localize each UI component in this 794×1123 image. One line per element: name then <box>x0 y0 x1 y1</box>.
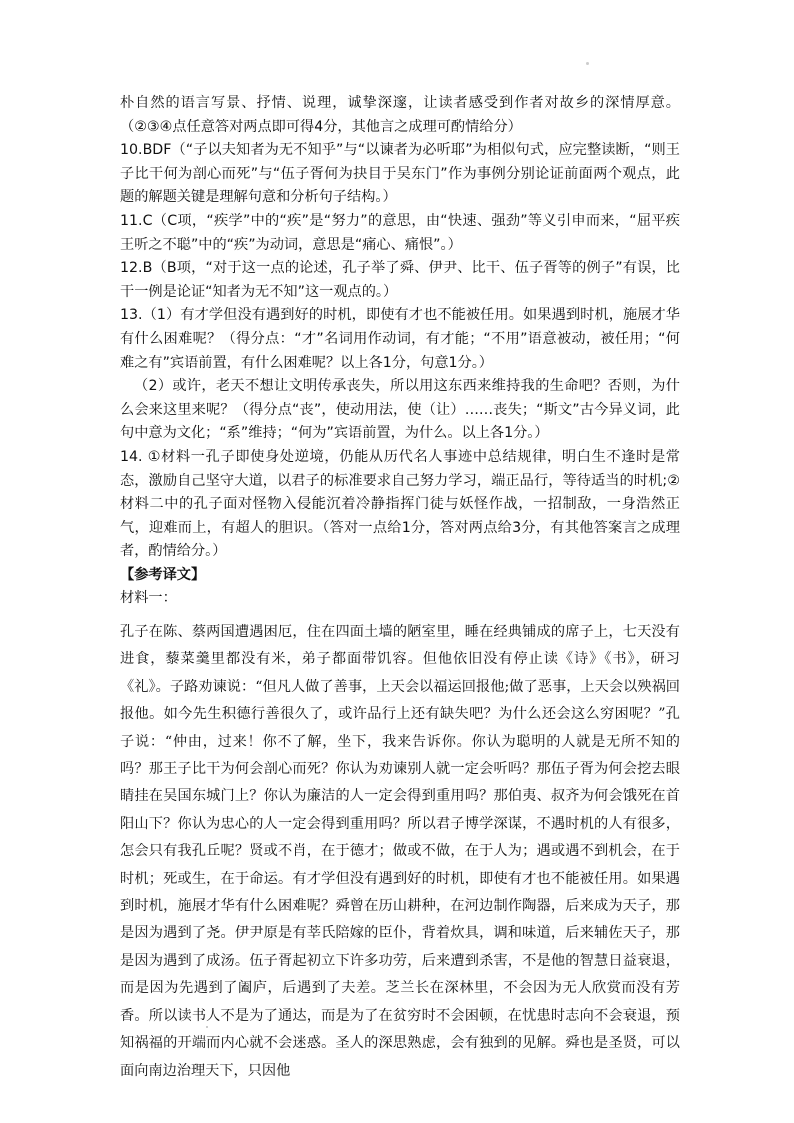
answer-section <box>120 92 680 611</box>
answer-paragraph: 10.BDF（“子以夫知者为无不知乎”与“以谏者为必听耶”为相似句式，应完整读断，“则王子比干何为剖心而死”与“伍子胥何为抉目于吴东门”作为事例分别论证前面两个观点，此题的解题关键是理解句意和分析句子结构。） <box>120 142 680 206</box>
translation-paragraph: 孔子在陈、蔡两国遭遇困厄，住在四面土墙的陋室里，睡在经典铺成的席子上，七天没有进食，藜菜羹里都没有米，弟子都面带饥容。但他依旧没有停止读《诗》《书》，研习《礼》。子路劝谏说：“但凡人做了善事，上天会以福运回报他;做了恶事，上天会以殃祸回报他。如今先生积德行善很久了，或许品行上还有缺失吧？为什么还会这么穷困呢？”孔子说：“仲由，过来！你不了解，坐下，我来告诉你。你认为聪明的人就是无所不知的吗？那王子比干为何会剖心而死？你认为劝谏别人就一定会听吗？那伍子胥为何会挖去眼睛挂在吴国东城门上？你认为廉洁的人一定会得到重用吗？那伯夷、叔齐为何会饿死在首阳山下？你认为忠心的人一定会得到重用吗？所以君子博学深谋，不遇时机的人有很多，怎会只有我孔丘呢？贤或不肖，在于德才；做或不做，在于人为；遇或遇不到机会，在于时机；死或生，在于命运。有才学但没有遇到好的时机，即使有才也不能被任用。如果遇到时机，施展才华有什么困难呢？舜曾在历山耕种，在河边制作陶器，后来成为天子，那是因为遇到了尧。伊尹原是有莘氏陪嫁的臣仆，背着炊具，调和味道，后来辅佐天子，那是因为遇到了成汤。伍子胥起初立下许多功劳，后来遭到杀害，不是他的智慧日益衰退，而是因为先遇到了阖庐，后遇到了夫差。芝兰长在深林里，不会因为无人欣赏而没有芳香。所以读书人不是为了通达，而是为了在贫穷时不会困顿，在忧患时志向不会衰退，预知祸福的开端而内心就不会迷惑。圣人的深思熟虑，会有独到的见解。舜也是圣贤，可以面向南边治理天下，只因他 <box>120 624 680 1079</box>
answer-paragraph: （2）或许，老天不想让文明传承丧失，所以用这东西来维持我的生命吧？否则，为什么会来这里来呢？（得分点“丧”，使动用法，使（让）……丧失；“斯文”古今异义词，此句中意为文化；“系”维持；“何为”宾语前置，为什么。以上各1分。） <box>120 378 680 442</box>
answer-paragraph: 14. ①材料一孔子即使身处逆境，仍能从历代名人事迹中总结规律，明白生不逢时是常态，激励自己坚守大道，以君子的标准要求自己努力学习，端正品行，等待适当的时机;②材料二中的孔子面对怪物入侵能沉着冷静指挥门徒与妖怪作战，一招制敌，一身浩然正气，迎难而上，有超人的胆识。（答对一点给1分，答对两点给3分，有其他答案言之成理者，酌情给分。） <box>120 448 680 560</box>
answer-paragraph: 13.（1）有才学但没有遇到好的时机，即使有才也不能被任用。如果遇到时机，施展才华有什么困难呢？（得分点：“才”名词用作动词，有才能；“不用”语意被动，被任用；“何难之有”宾语前置，有什么困难呢？以上各1分，句意1分。） <box>120 307 680 371</box>
decorative-dot <box>206 1026 208 1028</box>
material-label: 材料一： <box>120 590 177 607</box>
section-heading: 【参考译文】 <box>120 566 206 583</box>
answer-paragraph: 11.C（C项，“疾学”中的“疾”是“努力”的意思，由“快速、强劲”等义引申而来，“屈平疾王听之不聪”中的“疾”为动词，意思是“痛心、痛恨”。） <box>120 212 680 253</box>
answer-paragraph: 12.B（B项，“对于这一点的论述，孔子举了舜、伊尹、比干、伍子胥等的例子”有误，比干一例是论证“知者为无不知”这一观点的。） <box>120 260 680 300</box>
answer-paragraph: 朴自然的语言写景、抒情、说理，诚挚深邃，让读者感受到作者对故乡的深情厚意。（②③④点任意答对两点即可得4分，其他言之成理可酌情给分） <box>120 95 680 135</box>
decorative-dot <box>586 62 589 65</box>
translation-section <box>120 619 680 1085</box>
